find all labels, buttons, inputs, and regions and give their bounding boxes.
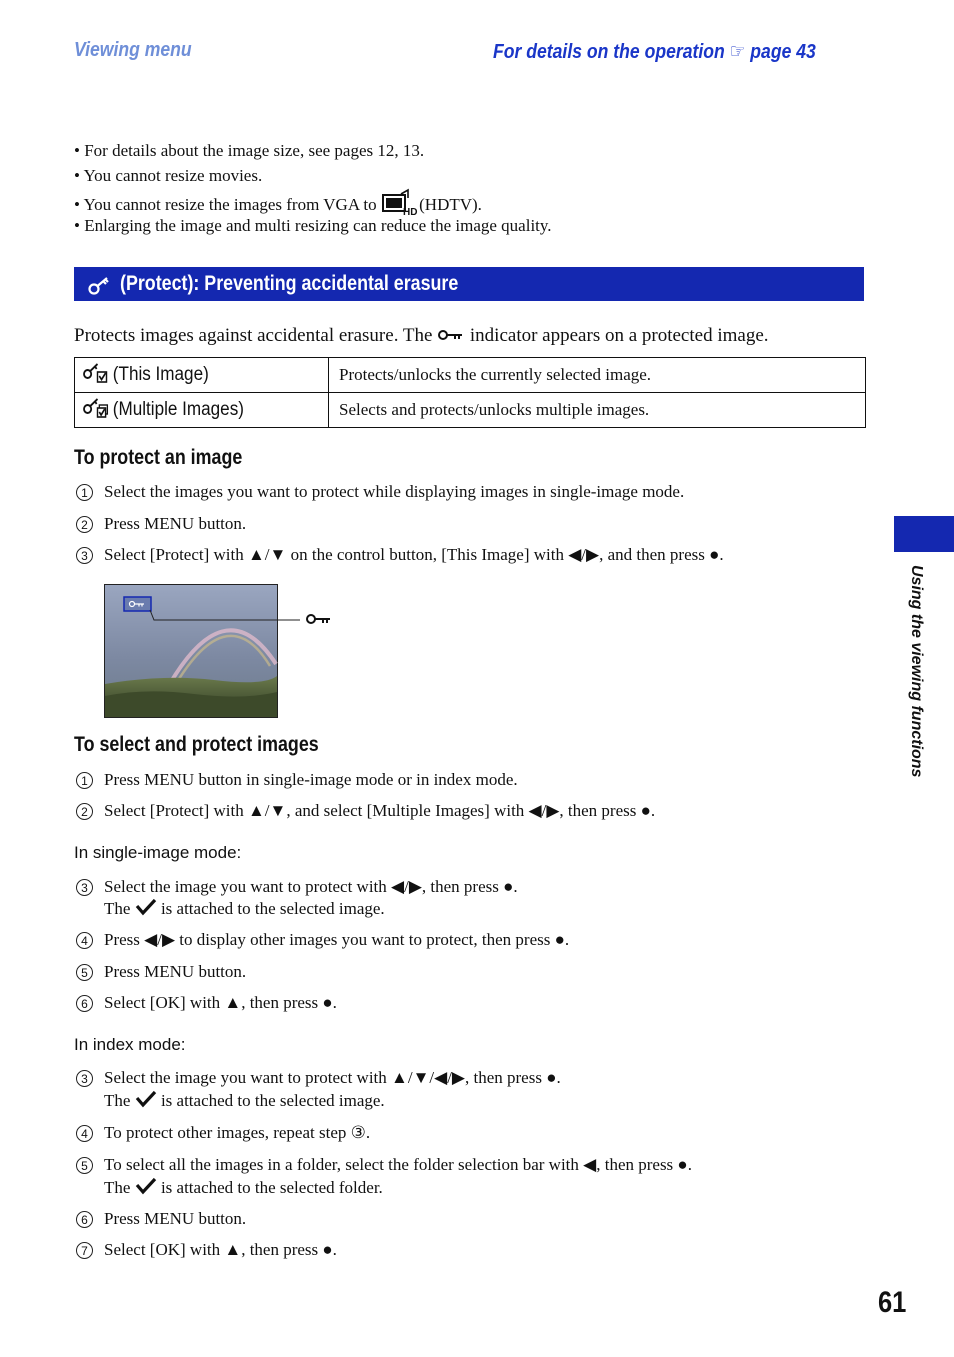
step-text: Press MENU button. (104, 1209, 247, 1228)
chapter-side-tab (894, 516, 954, 552)
step-text: Select the image you want to protect with ◀/▶, then press ●. (104, 877, 518, 896)
note-text: is attached to the selected image. (160, 899, 385, 918)
operation-reference: For details on the operation ☞ page 43 (493, 41, 816, 63)
intro-text: indicator appears on a protected image. (469, 325, 769, 346)
step-note (104, 1090, 385, 1114)
section-intro (74, 324, 769, 349)
note-item: • Enlarging the image and multi resizing can reduce the image quality. (74, 216, 552, 235)
note-text: The (104, 1178, 131, 1197)
protected-image-illustration (104, 584, 336, 725)
step-number: 1 (76, 484, 93, 501)
step-number: 3 (76, 1070, 93, 1087)
step-number: 5 (76, 964, 93, 981)
step-text: To select all the images in a folder, select the folder selection bar with ◀, then press ●. (104, 1155, 692, 1174)
note-text: (HDTV). (419, 194, 482, 214)
option-label-cell (75, 358, 329, 393)
table-row (75, 393, 866, 428)
step-text: Press ◀/▶ to display other images you want to protect, then press ●. (104, 930, 570, 949)
option-label: (Multiple Images) (112, 399, 244, 420)
subsection-heading: To select and protect images (74, 733, 319, 756)
option-description: Protects/unlocks the currently selected image. (329, 358, 866, 393)
note-text: You cannot resize movies. (83, 166, 263, 185)
note-item: • For details about the image size, see pages 12, 13. (74, 141, 425, 160)
step-text: Press MENU button in single-image mode or in index mode. (104, 770, 518, 789)
protect-options-table (74, 357, 866, 428)
step-text: To protect other images, repeat step ③. (104, 1123, 371, 1142)
note-text: You cannot resize the images from VGA to (83, 194, 377, 214)
chapter-label: Using the viewing functions (908, 565, 925, 778)
step-text: Select [OK] with ▲, then press ●. (104, 993, 337, 1012)
step-number: 2 (76, 516, 93, 533)
step-number: 3 (76, 879, 93, 896)
step-number: 7 (76, 1242, 93, 1259)
step-number: 6 (76, 1211, 93, 1228)
option-description: Selects and protects/unlocks multiple images. (329, 393, 866, 428)
step-number: 3 (76, 547, 93, 564)
step-note (104, 1177, 383, 1201)
note-text: For details about the image size, see pages 12, 13. (84, 141, 425, 160)
svg-text:HD: HD (402, 207, 418, 218)
mode-label: In single-image mode: (74, 843, 242, 862)
step-text: Select the image you want to protect with ▲/▼/◀/▶, then press ●. (104, 1068, 561, 1087)
note-text: The (104, 1091, 131, 1110)
this-image-icon (82, 360, 109, 390)
note-text: is attached to the selected folder. (160, 1178, 383, 1197)
intro-text: Protects images against accidental erasure. The (74, 325, 433, 346)
note-item: • You cannot resize the images from VGA to HD (HDTV). (74, 190, 482, 222)
note-item: • You cannot resize movies. (74, 166, 263, 185)
step-note (104, 898, 385, 922)
option-label-cell (75, 393, 329, 428)
checkmark-icon (135, 1090, 157, 1114)
step-number: 1 (76, 772, 93, 789)
checkmark-icon (135, 1177, 157, 1201)
step-number: 4 (76, 932, 93, 949)
note-text: Enlarging the image and multi resizing can reduce the image quality. (84, 216, 552, 235)
table-row (75, 358, 866, 393)
page-number: 61 (878, 1286, 907, 1319)
checkmark-icon (135, 898, 157, 922)
step-text: Press MENU button. (104, 962, 247, 981)
protect-indicator-icon (437, 325, 465, 349)
mode-label: In index mode: (74, 1035, 186, 1054)
multiple-images-icon (82, 395, 109, 425)
section-header-title: Viewing menu (74, 39, 192, 61)
step-text: Select [Protect] with ▲/▼, and select [Multiple Images] with ◀/▶, then press ●. (104, 801, 656, 820)
option-label: (This Image) (112, 364, 209, 385)
subsection-heading: To protect an image (74, 446, 243, 469)
note-text: The (104, 899, 131, 918)
step-text: Select [OK] with ▲, then press ●. (104, 1240, 337, 1259)
step-number: 4 (76, 1125, 93, 1142)
step-text: Select [Protect] with ▲/▼ on the control button, [This Image] with ◀/▶, and then press ●. (104, 545, 724, 564)
step-number: 5 (76, 1157, 93, 1174)
step-text: Press MENU button. (104, 514, 247, 533)
note-text: is attached to the selected image. (160, 1091, 385, 1110)
step-number: 6 (76, 995, 93, 1012)
step-text: Select the images you want to protect while displaying images in single-image mode. (104, 482, 685, 501)
step-number: 2 (76, 803, 93, 820)
section-title: (Protect): Preventing accidental erasure (120, 272, 459, 295)
protect-key-icon (87, 275, 111, 302)
